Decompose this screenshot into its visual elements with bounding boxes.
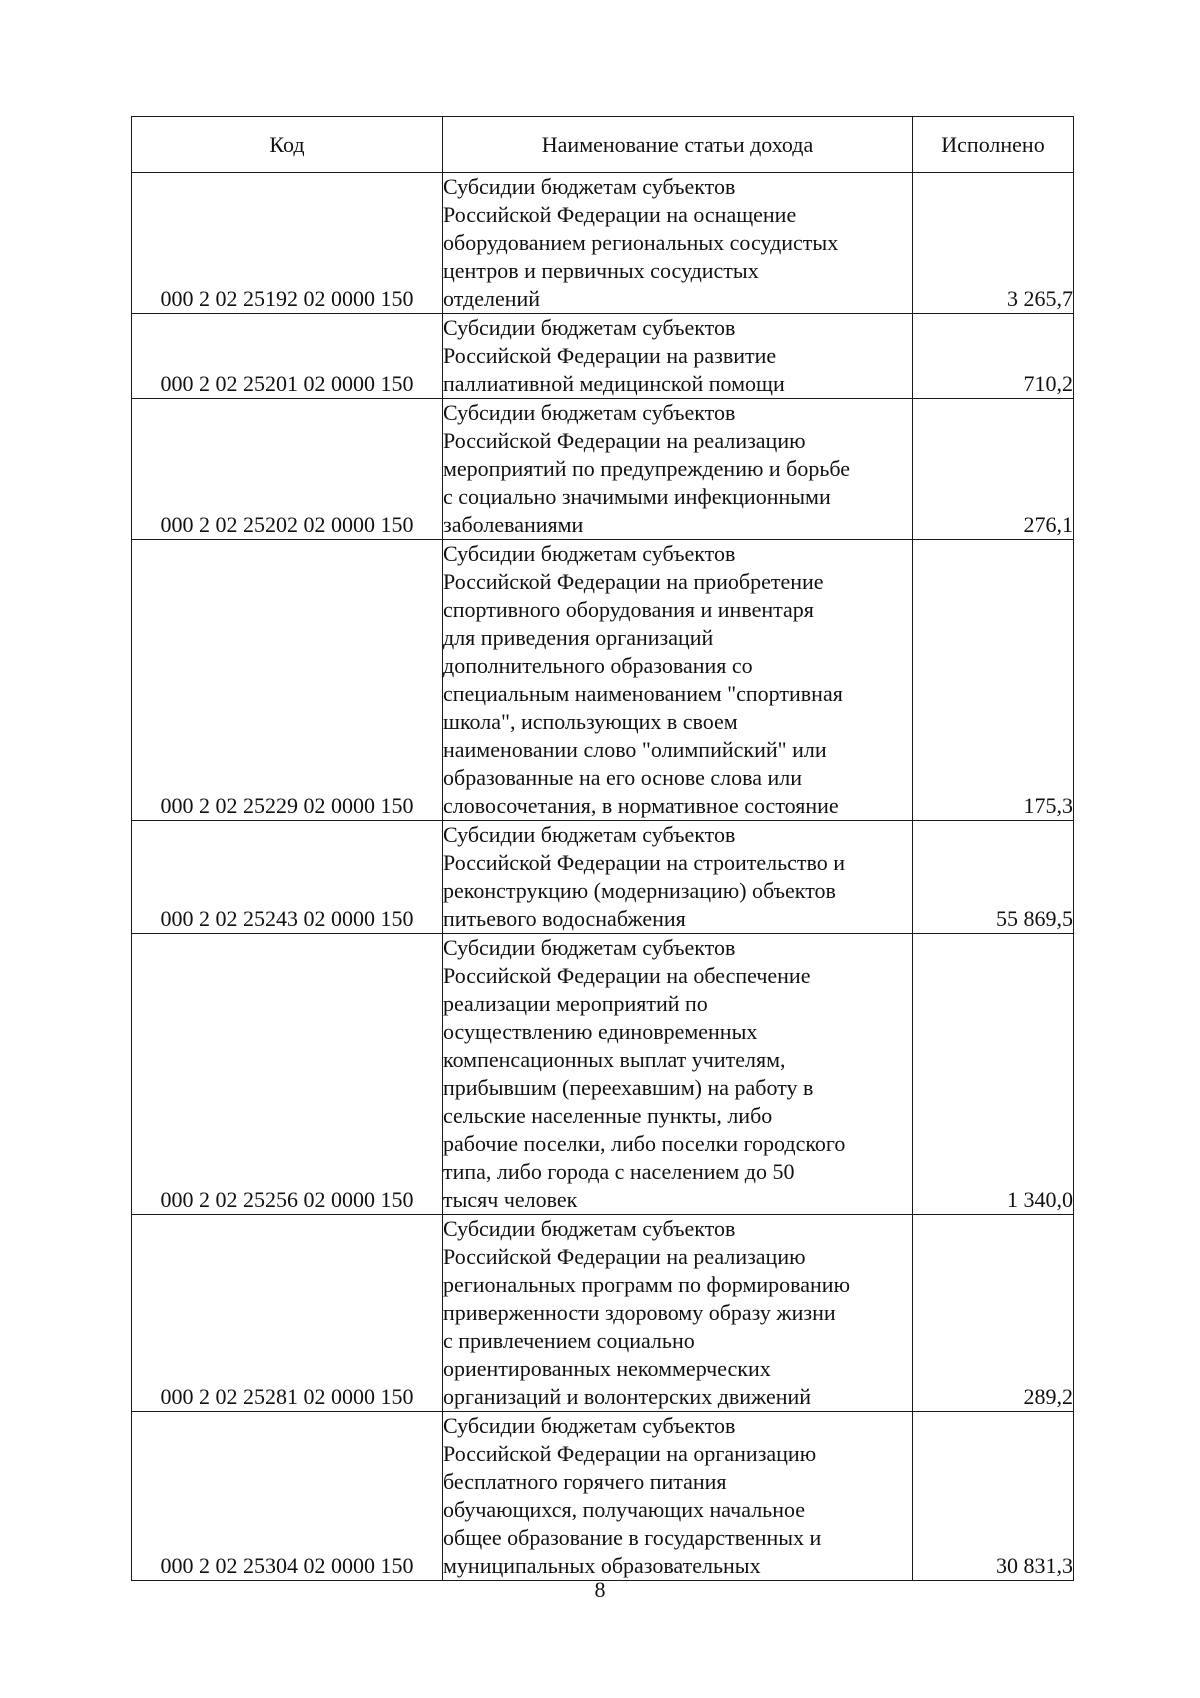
revenue-name-line: словосочетания, в нормативное состояние — [443, 793, 839, 818]
revenue-name-line: региональных программ по формированию — [443, 1272, 850, 1297]
revenue-name-line: Российской Федерации на реализацию — [443, 428, 806, 453]
executed-amount-cell: 3 265,7 — [913, 173, 1074, 314]
table-row — [132, 1412, 1074, 1581]
revenue-name-line: Российской Федерации на организацию — [443, 1441, 817, 1466]
revenue-name-cell — [443, 314, 913, 399]
revenue-name-line: организаций и волонтерских движений — [443, 1384, 812, 1409]
revenue-name-line: осуществлению единовременных — [443, 1019, 758, 1044]
executed-amount-cell: 276,1 — [913, 399, 1074, 540]
revenue-name-line: паллиативной медицинской помощи — [443, 371, 785, 396]
revenue-name-line: муниципальных образовательных — [443, 1553, 761, 1578]
revenue-name-line: Российской Федерации на обеспечение — [443, 963, 811, 988]
revenue-name-cell — [443, 1412, 913, 1581]
revenue-name-cell — [443, 934, 913, 1215]
revenue-code-cell: 000 2 02 25192 02 0000 150 — [132, 173, 443, 314]
table-row — [132, 1215, 1074, 1412]
revenue-name-line: Субсидии бюджетам субъектов — [443, 1216, 736, 1241]
revenue-table — [131, 116, 1074, 1581]
header-amount: Исполнено — [913, 117, 1074, 173]
revenue-name-line: Российской Федерации на строительство и — [443, 850, 846, 875]
revenue-name-line: ориентированных некоммерческих — [443, 1356, 771, 1381]
revenue-name-cell — [443, 1215, 913, 1412]
revenue-name-line: отделений — [443, 286, 541, 311]
revenue-name-line: реализации мероприятий по — [443, 991, 708, 1016]
revenue-name-line: наименовании слово "олимпийский" или — [443, 737, 827, 762]
revenue-name-line: компенсационных выплат учителям, — [443, 1047, 786, 1072]
revenue-name-cell — [443, 173, 913, 314]
revenue-code-cell: 000 2 02 25201 02 0000 150 — [132, 314, 443, 399]
page-number: 8 — [594, 1577, 606, 1602]
revenue-name-line: тысяч человек — [443, 1187, 578, 1212]
revenue-name-line: Российской Федерации на приобретение — [443, 569, 824, 594]
revenue-name-line: Российской Федерации на реализацию — [443, 1244, 806, 1269]
revenue-name-line: сельские населенные пункты, либо — [443, 1103, 773, 1128]
table-row — [132, 399, 1074, 540]
table-row — [132, 540, 1074, 821]
revenue-code-cell: 000 2 02 25256 02 0000 150 — [132, 934, 443, 1215]
revenue-code-cell: 000 2 02 25243 02 0000 150 — [132, 821, 443, 934]
table-header-row — [132, 117, 1074, 173]
revenue-name-line: реконструкцию (модернизацию) объектов — [443, 878, 836, 903]
revenue-name-line: Субсидии бюджетам субъектов — [443, 822, 736, 847]
revenue-name-line: оборудованием региональных сосудистых — [443, 230, 839, 255]
table-row — [132, 821, 1074, 934]
revenue-name-line: Субсидии бюджетам субъектов — [443, 935, 736, 960]
revenue-name-line: Субсидии бюджетам субъектов — [443, 315, 736, 340]
table-row — [132, 934, 1074, 1215]
executed-amount-cell: 710,2 — [913, 314, 1074, 399]
executed-amount-cell: 30 831,3 — [913, 1412, 1074, 1581]
revenue-name-line: заболеваниями — [443, 512, 584, 537]
revenue-name-line: бесплатного горячего питания — [443, 1469, 727, 1494]
executed-amount-cell: 55 869,5 — [913, 821, 1074, 934]
revenue-name-line: спортивного оборудования и инвентаря — [443, 597, 814, 622]
revenue-name-line: Субсидии бюджетам субъектов — [443, 400, 736, 425]
table-row — [132, 173, 1074, 314]
revenue-name-line: Субсидии бюджетам субъектов — [443, 541, 736, 566]
executed-amount-cell: 289,2 — [913, 1215, 1074, 1412]
header-name: Наименование статьи дохода — [443, 117, 913, 173]
revenue-name-line: типа, либо города с населением до 50 — [443, 1159, 795, 1184]
revenue-name-line: прибывшим (переехавшим) на работу в — [443, 1075, 814, 1100]
revenue-name-line: рабочие поселки, либо поселки городского — [443, 1131, 846, 1156]
revenue-code-cell: 000 2 02 25229 02 0000 150 — [132, 540, 443, 821]
revenue-name-line: приверженности здоровому образу жизни — [443, 1300, 836, 1325]
table-row — [132, 314, 1074, 399]
revenue-name-line: питьевого водоснабжения — [443, 906, 686, 931]
revenue-name-cell — [443, 540, 913, 821]
revenue-name-line: Субсидии бюджетам субъектов — [443, 174, 736, 199]
revenue-name-line: с привлечением социально — [443, 1328, 695, 1353]
revenue-name-line: с социально значимыми инфекционными — [443, 484, 831, 509]
revenue-name-line: образованные на его основе слова или — [443, 765, 802, 790]
revenue-code-cell: 000 2 02 25202 02 0000 150 — [132, 399, 443, 540]
revenue-name-line: мероприятий по предупреждению и борьбе — [443, 456, 851, 481]
revenue-name-line: школа", использующих в своем — [443, 709, 738, 734]
revenue-code-cell: 000 2 02 25281 02 0000 150 — [132, 1215, 443, 1412]
revenue-name-line: специальным наименованием "спортивная — [443, 681, 843, 706]
revenue-name-line: обучающихся, получающих начальное — [443, 1497, 806, 1522]
revenue-name-cell — [443, 399, 913, 540]
revenue-name-line: Российской Федерации на развитие — [443, 343, 777, 368]
executed-amount-cell: 1 340,0 — [913, 934, 1074, 1215]
revenue-name-line: центров и первичных сосудистых — [443, 258, 759, 283]
revenue-name-line: для приведения организаций — [443, 625, 714, 650]
table-body — [132, 173, 1074, 1581]
header-code: Код — [132, 117, 443, 173]
revenue-name-line: дополнительного образования со — [443, 653, 753, 678]
executed-amount-cell: 175,3 — [913, 540, 1074, 821]
revenue-code-cell: 000 2 02 25304 02 0000 150 — [132, 1412, 443, 1581]
revenue-name-line: общее образование в государственных и — [443, 1525, 822, 1550]
revenue-name-line: Субсидии бюджетам субъектов — [443, 1413, 736, 1438]
revenue-name-cell — [443, 821, 913, 934]
revenue-name-line: Российской Федерации на оснащение — [443, 202, 797, 227]
